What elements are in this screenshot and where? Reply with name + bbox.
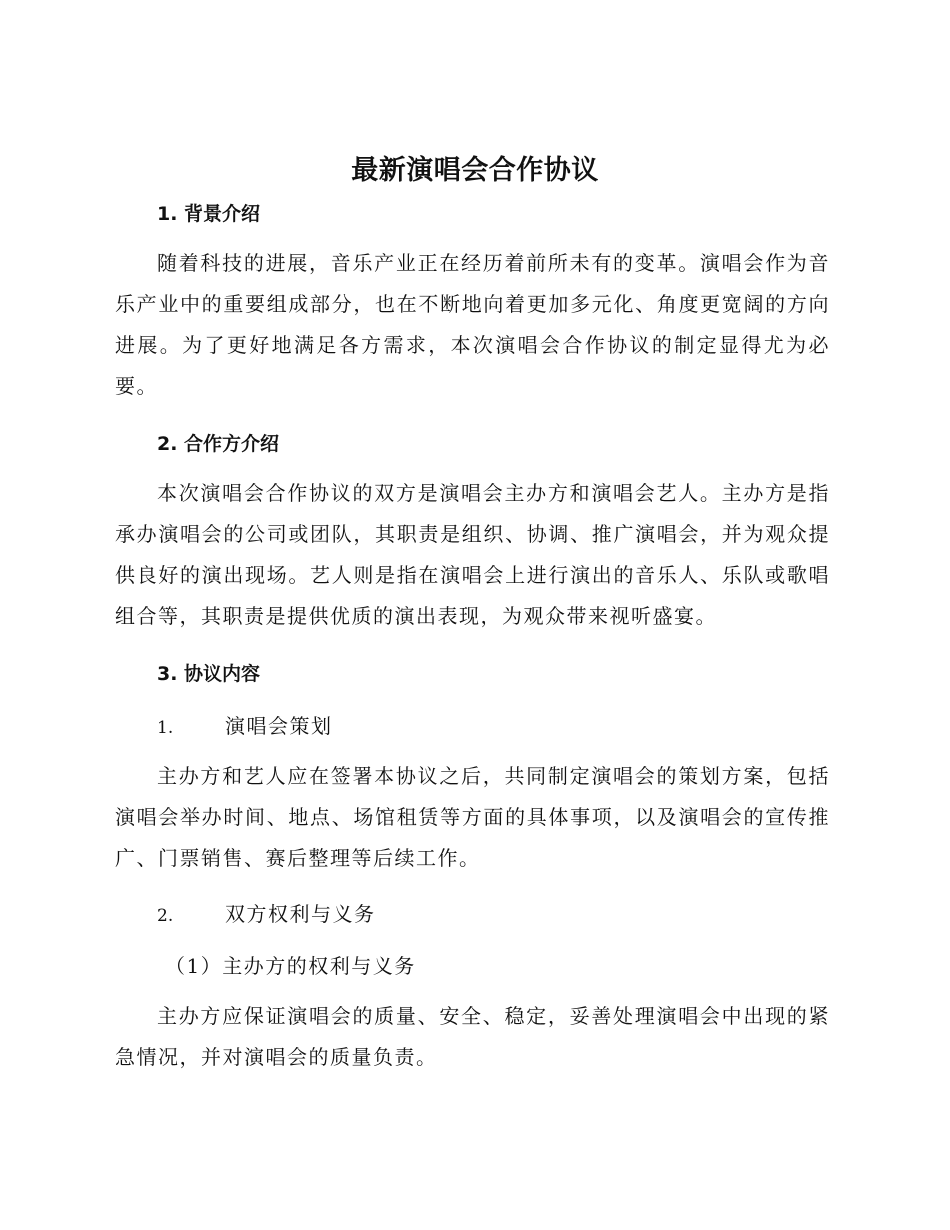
section-paragraph-background: 随着科技的进展，音乐产业正在经历着前所未有的变革。演唱会作为音乐产业中的重要组成部分，也在不断地向着更加多元化、角度更宽阔的方向进展。为了更好地满足各方需求，本次演唱会合作协议的制定显得尤为必要。	[115, 251, 830, 398]
item-paragraph-planning: 主办方和艺人应在签署本协议之后，共同制定演唱会的策划方案，包括演唱会举办时间、地点、场馆租赁等方面的具体事项，以及演唱会的宣传推广、门票销售、赛后整理等后续工作。	[115, 764, 830, 870]
list-item-label: 演唱会策划	[225, 714, 333, 738]
list-item-rights	[157, 898, 376, 927]
section-heading-parties: 2. 合作方介绍	[157, 433, 280, 455]
section-paragraph-parties: 本次演唱会合作协议的双方是演唱会主办方和演唱会艺人。主办方是指承办演唱会的公司或团队，其职责是组织、协调、推广演唱会，并为观众提供良好的演出现场。艺人则是指在演唱会上进行演出的音乐人、乐队或歌唱组合等，其职责是提供优质的演出表现，为观众带来视听盛宴。	[115, 481, 830, 628]
section-heading-agreement: 3. 协议内容	[157, 663, 261, 685]
list-item-planning	[157, 710, 333, 739]
sub-item-organizer-rights: （1）主办方的权利与义务	[165, 954, 416, 978]
item-paragraph-organizer-rights: 主办方应保证演唱会的质量、安全、稳定，妥善处理演唱会中出现的紧急情况，并对演唱会的质量负责。	[115, 1004, 830, 1069]
document-title: 最新演唱会合作协议	[351, 155, 599, 186]
list-item-number: 2.	[157, 906, 174, 926]
list-item-number: 1.	[157, 718, 174, 738]
list-item-label: 双方权利与义务	[225, 902, 376, 926]
section-heading-background: 1. 背景介绍	[157, 203, 261, 225]
